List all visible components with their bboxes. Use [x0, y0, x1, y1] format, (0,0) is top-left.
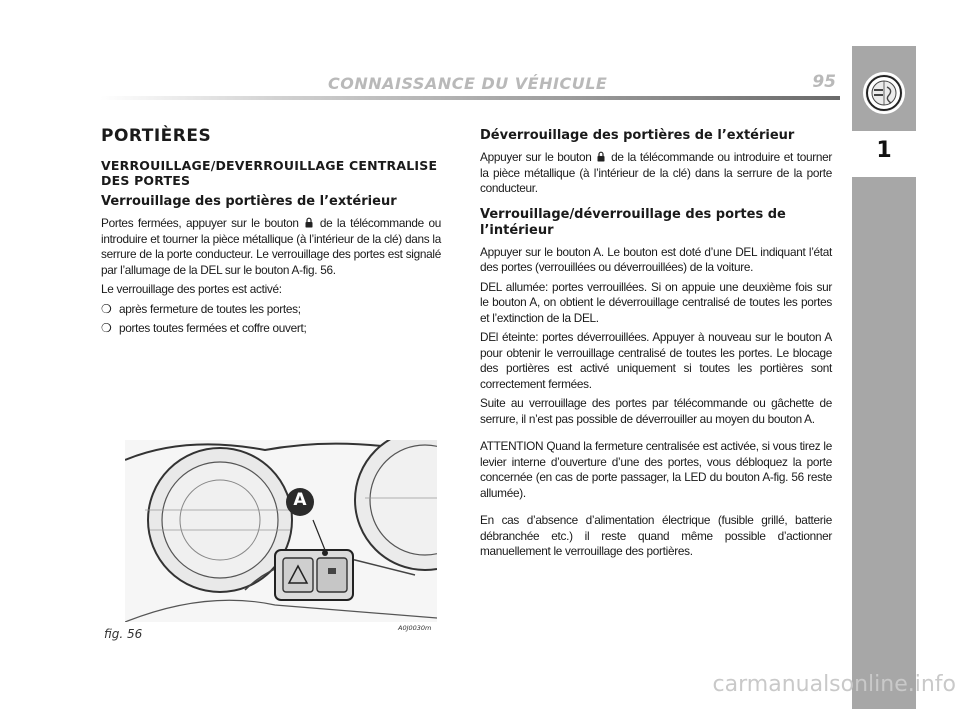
paragraph-text: Portes fermées, appuyer sur le bouton	[101, 216, 299, 230]
paragraph-led-off: DEl éteinte: portes déverrouillées. Appuyer à nouveau sur le bouton A pour obtenir le verrouillage centralisé de toutes les portes. Le blocage des portières est activé uniquement si toutes les portières sont correctement fermées.	[480, 330, 832, 391]
page-number: 95	[812, 72, 836, 92]
paragraph-text: Appuyer sur le bouton	[480, 150, 592, 164]
watermark-text: carmanualsonline.info	[712, 672, 956, 697]
list-item-text: après fermeture de toutes les portes;	[119, 301, 301, 316]
heading-exterior-lock: Verrouillage des portières de l’extérieur	[101, 194, 397, 209]
paragraph-remote-lock: Suite au verrouillage des portes par télécommande ou gâchette de serrure, il n’est pas possible de déverrouiller au moyen du bouton A.	[480, 396, 832, 426]
paragraph-activation: Le verrouillage des portes est activé:	[101, 282, 282, 296]
hollow-circle-bullet-icon: ❍	[101, 321, 112, 335]
paragraph-text: de la télécommande ou introduire et tourner la pièce métallique (à l’intérieur de la clé) dans la serrure de la porte conducteur.	[480, 150, 832, 195]
figure-56-image	[125, 440, 437, 622]
paragraph-led-on: DEL allumée: portes verrouillées. Si on appuie une deuxième fois sur le bouton A, on obtient le déverrouillage centralisé de toutes les portes et l’extinction de la DEL.	[480, 279, 832, 325]
hollow-circle-bullet-icon: ❍	[101, 301, 112, 316]
paragraph-button-a: Appuyer sur le bouton A. Le bouton est doté d’une DEL indiquant l’état des portes (verrouillées ou déverrouillées) de la voiture.	[480, 244, 832, 274]
chapter-sidebar	[852, 46, 916, 709]
paragraph-attention: ATTENTION Quand la fermeture centralisée est activée, si vous tirez le levier interne d’ouverture d’une des portes, vous débloquez la porte concernée (en cas de porte passager, la LED du bouton A-fig. 56 reste allumée).	[480, 439, 832, 500]
figure-code: A0J0030m	[398, 624, 432, 632]
list-item	[101, 321, 441, 337]
section-title: PORTIÈRES	[101, 126, 212, 146]
header-title: CONNAISSANCE DU VÉHICULE	[328, 74, 608, 93]
right-column	[480, 128, 832, 564]
chapter-number: 1	[876, 138, 892, 163]
paragraph-power-failure: En cas d’absence d’alimentation électrique (fusible grillé, batterie débranchée etc.) il reste quand même possible d’actionner manuellement le verrouillage des portières.	[480, 513, 832, 558]
paragraph-text: de la télécommande ou introduire et tourner la pièce métallique (à l’intérieur de la clé) dans la serrure de la porte conducteur. Le verrouillage des portes est signalé par l’allumage de la DEL sur le bouton A-fig. 56.	[101, 216, 441, 277]
padlock-icon	[305, 217, 313, 228]
callout-a-label: A	[293, 490, 307, 510]
list-item-text: portes toutes fermées et coffre ouvert;	[119, 321, 307, 335]
padlock-icon	[597, 151, 605, 162]
alfa-romeo-logo-icon	[863, 72, 905, 114]
heading-interior-lock: Verrouillage/déverrouillage des portes de l’intérieur	[480, 206, 786, 238]
subsection-heading: VERROUILLAGE/DEVERROUILLAGE CENTRALISE DES PORTES	[101, 158, 438, 188]
figure-caption: fig. 56	[104, 627, 143, 641]
paragraph-exterior-lock	[101, 216, 441, 278]
heading-exterior-unlock: Déverrouillage des portières de l’extérieur	[480, 128, 795, 143]
paragraph-exterior-unlock	[480, 150, 832, 197]
header-rule	[100, 96, 840, 100]
list-item	[101, 302, 441, 318]
left-column	[101, 126, 441, 341]
